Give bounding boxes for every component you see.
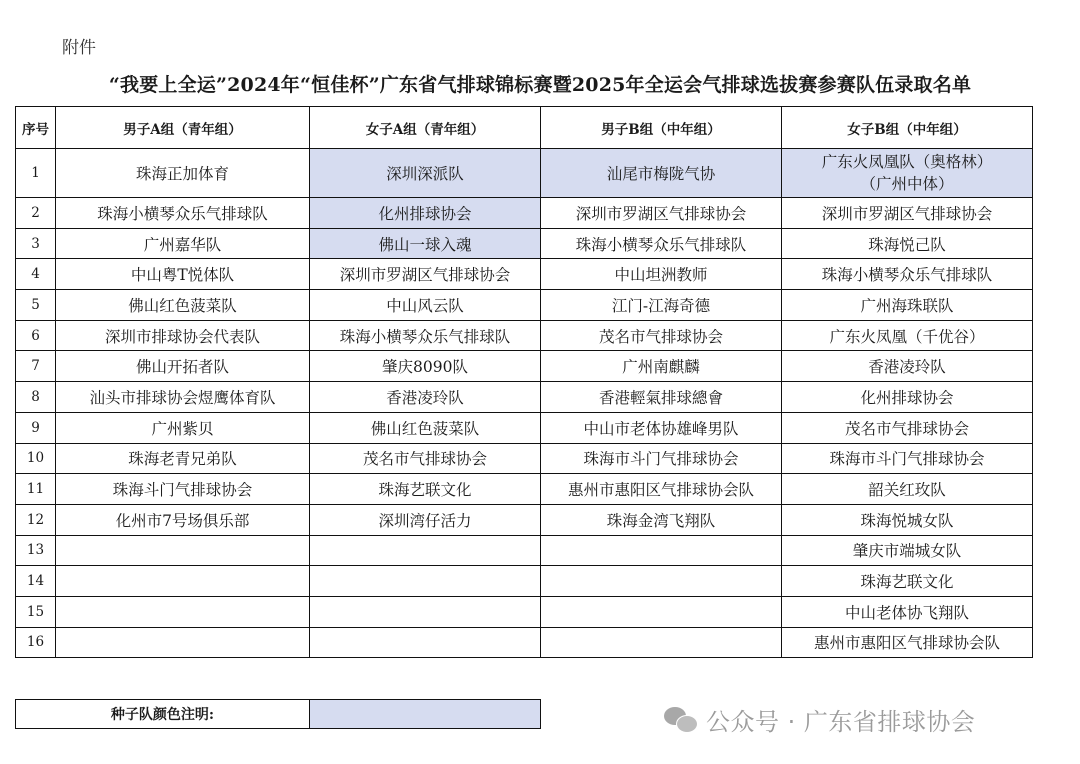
roster-table [15,106,1033,658]
seed-legend [15,699,541,729]
team-cell: 佛山开拓者队 [56,351,310,382]
team-cell: 广州南麒麟 [541,351,782,382]
document-title: “我要上全运”2024年“恒佳杯”广东省气排球锦标赛暨2025年全运会气排球选拔赛参赛队伍录取名单 [108,74,972,96]
team-cell: 茂名市气排球协会 [541,320,782,351]
team-cell [56,535,310,566]
team-cell: 深圳市罗湖区气排球协会 [782,198,1033,229]
team-cell: 深圳市罗湖区气排球协会 [310,259,541,290]
header-women-b: 女子B组（中年组） [782,107,1033,149]
team-cell: 珠海小横琴众乐气排球队 [310,320,541,351]
row-index: 14 [16,566,56,597]
team-cell: 珠海小横琴众乐气排球队 [782,259,1033,290]
header-men-a: 男子A组（青年组） [56,107,310,149]
team-cell: 中山坦洲教师 [541,259,782,290]
team-cell: 深圳市罗湖区气排球协会 [541,198,782,229]
row-index: 11 [16,474,56,505]
watermark-text: 公众号 · 广东省排球协会 [706,708,976,736]
table-row [16,198,1033,229]
team-cell: 化州排球协会 [310,198,541,229]
row-index: 1 [16,149,56,198]
row-index: 15 [16,596,56,627]
team-cell: 中山老体协飞翔队 [782,596,1033,627]
row-index: 8 [16,382,56,413]
table-row [16,228,1033,259]
team-cell: 广州嘉华队 [56,228,310,259]
header-row [16,107,1033,149]
team-cell [310,596,541,627]
team-cell: 深圳湾仔活力 [310,504,541,535]
row-index: 13 [16,535,56,566]
team-cell [56,627,310,658]
table-row [16,504,1033,535]
team-cell: 珠海市斗门气排球协会 [782,443,1033,474]
header-women-a: 女子A组（青年组） [310,107,541,149]
team-cell [541,596,782,627]
seed-legend-label: 种子队颜色注明: [16,700,310,729]
team-cell [310,566,541,597]
team-cell: 珠海老青兄弟队 [56,443,310,474]
row-index: 12 [16,504,56,535]
table-row [16,443,1033,474]
team-cell: 广州海珠联队 [782,290,1033,321]
table-row [16,382,1033,413]
team-cell: 中山粤T悦体队 [56,259,310,290]
row-index: 4 [16,259,56,290]
team-cell: 中山风云队 [310,290,541,321]
team-cell: 深圳市排球协会代表队 [56,320,310,351]
row-index: 16 [16,627,56,658]
team-cell: 珠海金湾飞翔队 [541,504,782,535]
row-index: 9 [16,412,56,443]
header-index: 序号 [16,107,56,149]
team-cell: 珠海正加体育 [56,149,310,198]
team-cell: 佛山红色菠菜队 [56,290,310,321]
team-cell: 珠海小横琴众乐气排球队 [56,198,310,229]
row-index: 5 [16,290,56,321]
table-row [16,320,1033,351]
row-index: 6 [16,320,56,351]
table-row [16,535,1033,566]
team-cell: 中山市老体协雄峰男队 [541,412,782,443]
team-cell [56,596,310,627]
team-cell: 珠海小横琴众乐气排球队 [541,228,782,259]
roster-body [16,149,1033,658]
row-index: 2 [16,198,56,229]
team-cell: 佛山一球入魂 [310,228,541,259]
team-cell [541,627,782,658]
table-row [16,259,1033,290]
table-row [16,351,1033,382]
team-cell: 香港凌玲队 [310,382,541,413]
team-cell: 汕尾市梅陇气协 [541,149,782,198]
team-cell: 化州排球协会 [782,382,1033,413]
team-cell [541,566,782,597]
table-row [16,627,1033,658]
team-cell: 茂名市气排球协会 [310,443,541,474]
team-cell: 香港凌玲队 [782,351,1033,382]
table-row [16,412,1033,443]
table-row [16,596,1033,627]
team-cell: 广东火凤凰（千优谷） [782,320,1033,351]
team-cell [56,566,310,597]
team-cell: 广州紫贝 [56,412,310,443]
team-cell [310,535,541,566]
team-cell: 韶关红玫队 [782,474,1033,505]
table-row [16,290,1033,321]
team-cell: 珠海悦城女队 [782,504,1033,535]
wechat-icon [664,705,700,735]
row-index: 10 [16,443,56,474]
team-cell: 江门-江海奇德 [541,290,782,321]
header-men-b: 男子B组（中年组） [541,107,782,149]
team-cell: 茂名市气排球协会 [782,412,1033,443]
table-row [16,474,1033,505]
table-row [16,149,1033,198]
team-cell: 肇庆8090队 [310,351,541,382]
team-cell [310,627,541,658]
team-cell: 汕头市排球协会煜鹰体育队 [56,382,310,413]
team-cell: 化州市7号场俱乐部 [56,504,310,535]
team-cell: 珠海艺联文化 [310,474,541,505]
row-index: 7 [16,351,56,382]
team-cell: 珠海斗门气排球协会 [56,474,310,505]
row-index: 3 [16,228,56,259]
team-cell: 珠海市斗门气排球协会 [541,443,782,474]
team-cell: 香港輕氣排球總會 [541,382,782,413]
team-cell: 珠海艺联文化 [782,566,1033,597]
team-cell [541,535,782,566]
team-cell: 广东火凤凰队（奥格林） （广州中体） [782,149,1033,198]
team-cell: 惠州市惠阳区气排球协会队 [541,474,782,505]
table-row [16,566,1033,597]
team-cell: 惠州市惠阳区气排球协会队 [782,627,1033,658]
team-cell: 深圳深派队 [310,149,541,198]
team-cell: 肇庆市端城女队 [782,535,1033,566]
team-cell: 佛山红色菠菜队 [310,412,541,443]
watermark [664,702,975,737]
attachment-label: 附件 [62,38,96,58]
seed-color-swatch [310,700,541,729]
team-cell: 珠海悦己队 [782,228,1033,259]
